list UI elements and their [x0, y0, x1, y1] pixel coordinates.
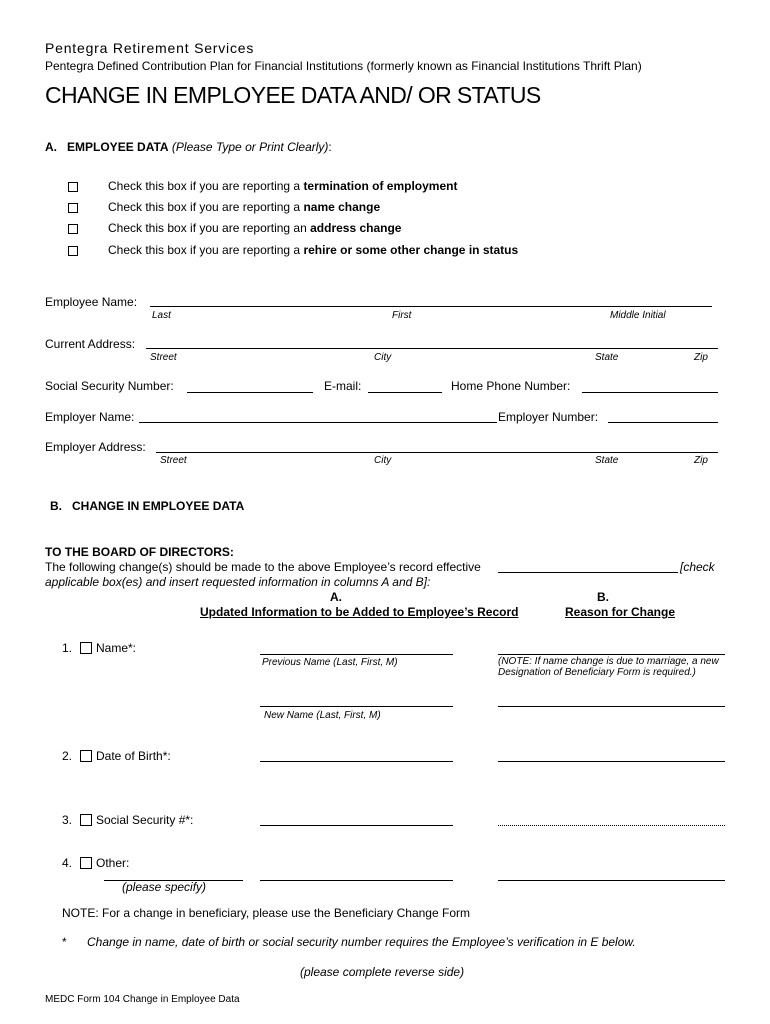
other-change-field[interactable] [260, 880, 453, 881]
previous-name-field[interactable] [260, 654, 453, 655]
section-b-title: CHANGE IN EMPLOYEE DATA [72, 499, 245, 513]
address-change-checkbox[interactable] [68, 224, 78, 234]
beneficiary-note: NOTE: For a change in beneficiary, please use the Beneficiary Change Form [62, 906, 470, 920]
section-a-colon: : [328, 140, 332, 154]
section-a-note: (Please Type or Print Clearly) [171, 140, 329, 154]
verification-note: Change in name, date of birth or social security number requires the Employee’s verification in E below. [87, 935, 636, 949]
name-first-caption: First [392, 310, 412, 321]
item-4-other-checkbox[interactable] [80, 857, 92, 869]
email-field[interactable] [368, 392, 442, 393]
org-name: Pentegra Retirement Services [45, 40, 255, 56]
column-a-heading: Updated Information to be Added to Employee’s Record [200, 605, 519, 619]
item-2-number: 2. [62, 749, 73, 763]
ssn-field[interactable] [187, 392, 313, 393]
item-4-other-label: Other: [96, 856, 130, 870]
current-address-label: Current Address: [45, 337, 136, 351]
column-b-letter: B. [597, 590, 609, 604]
address-state-caption: State [595, 352, 619, 363]
item-4-number: 4. [62, 856, 73, 870]
board-heading: TO THE BOARD OF DIRECTORS: [45, 545, 234, 559]
item-1-name-checkbox[interactable] [80, 642, 92, 654]
address-street-caption: Street [150, 352, 177, 363]
home-phone-label: Home Phone Number: [451, 379, 571, 393]
name-reason-field-2[interactable] [498, 706, 725, 707]
name-last-caption: Last [152, 310, 171, 321]
termination-checkbox[interactable] [68, 182, 78, 192]
new-name-caption: New Name (Last, First, M) [264, 710, 381, 721]
dob-reason-field[interactable] [498, 761, 725, 762]
item-2-dob-label: Date of Birth*: [96, 749, 171, 763]
employer-number-label: Employer Number: [498, 410, 599, 424]
form-id-footer: MEDC Form 104 Change in Employee Data [45, 994, 240, 1005]
email-label: E-mail: [324, 379, 362, 393]
marriage-note-line-1: (NOTE: If name change is due to marriage, a new [498, 656, 719, 667]
item-3-number: 3. [62, 813, 73, 827]
employer-name-label: Employer Name: [45, 410, 135, 424]
employer-city-caption: City [374, 455, 392, 466]
section-a-title: EMPLOYEE DATA [67, 140, 169, 154]
employee-name-field[interactable] [150, 306, 712, 307]
reverse-side-note: (please complete reverse side) [300, 965, 465, 979]
ssn-reason-field[interactable] [498, 825, 725, 826]
name-middle-caption: Middle Initial [610, 310, 666, 321]
item-1-number: 1. [62, 641, 73, 655]
termination-check-label: Check this box if you are reporting a termination of employment [108, 179, 458, 193]
address-change-check-label: Check this box if you are reporting an address change [108, 221, 402, 235]
address-city-caption: City [374, 352, 392, 363]
plan-name: Pentegra Defined Contribution Plan for Financial Institutions (formerly known as Financial Institutions Thrift Plan) [45, 59, 642, 73]
employer-address-field[interactable] [156, 452, 718, 453]
please-specify-caption: (please specify) [122, 880, 207, 894]
page-title: CHANGE IN EMPLOYEE DATA AND/ OR STATUS [45, 82, 541, 108]
name-change-checkbox[interactable] [68, 203, 78, 213]
instruction-line-2: applicable box(es) and insert requested information in columns A and B]: [45, 575, 431, 589]
section-b-heading [50, 499, 244, 513]
instruction-line-1: The following change(s) should be made to the above Employee’s record effective [45, 560, 481, 574]
employee-name-label: Employee Name: [45, 295, 138, 309]
section-b-letter: B. [50, 499, 62, 513]
employer-address-label: Employer Address: [45, 440, 146, 454]
employer-number-field[interactable] [608, 422, 718, 423]
home-phone-field[interactable] [582, 392, 718, 393]
employer-state-caption: State [595, 455, 619, 466]
item-3-ssn-checkbox[interactable] [80, 814, 92, 826]
new-name-field[interactable] [260, 706, 453, 707]
ssn-label: Social Security Number: [45, 379, 174, 393]
item-2-dob-checkbox[interactable] [80, 750, 92, 762]
effective-date-field[interactable] [498, 572, 678, 573]
column-a-letter: A. [330, 590, 342, 604]
section-a-letter: A. [45, 140, 57, 154]
ssn-change-field[interactable] [260, 825, 453, 826]
item-1-name-label: Name*: [96, 641, 137, 655]
current-address-field[interactable] [146, 348, 718, 349]
employer-street-caption: Street [160, 455, 187, 466]
name-reason-field[interactable] [498, 654, 725, 655]
employer-zip-caption: Zip [694, 455, 708, 466]
rehire-check-label: Check this box if you are reporting a rehire or some other change in status [108, 243, 519, 257]
previous-name-caption: Previous Name (Last, First, M) [262, 657, 398, 668]
star-marker: * [62, 935, 67, 949]
instruction-check-word: [check [680, 560, 715, 574]
section-a-heading [45, 140, 332, 154]
employer-name-field[interactable] [139, 422, 497, 423]
item-3-ssn-label: Social Security #*: [96, 813, 194, 827]
dob-field[interactable] [260, 761, 453, 762]
rehire-checkbox[interactable] [68, 246, 78, 256]
name-change-check-label: Check this box if you are reporting a name change [108, 200, 381, 214]
marriage-note-line-2: Designation of Beneficiary Form is required.) [498, 667, 696, 678]
other-reason-field[interactable] [498, 880, 725, 881]
column-b-heading: Reason for Change [565, 605, 676, 619]
address-zip-caption: Zip [694, 352, 708, 363]
